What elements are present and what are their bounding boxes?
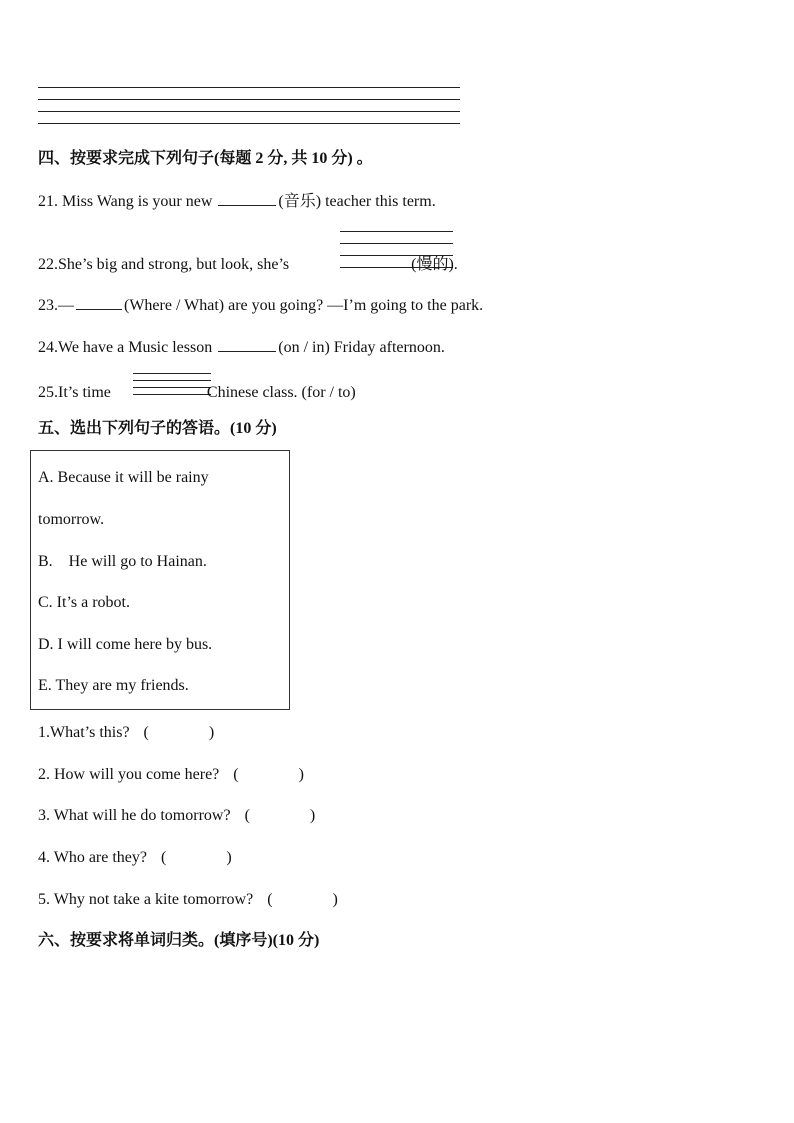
question-23 (38, 295, 483, 316)
q25-suffix: Chinese class. (for / to) (206, 384, 356, 401)
question-24 (38, 337, 445, 358)
option-a-line-2: tomorrow. (38, 511, 105, 528)
answer-paren-2[interactable]: ( ) (233, 766, 304, 783)
answer-options-box (30, 450, 290, 710)
writing-line-1 (38, 87, 460, 88)
match-question-3 (38, 806, 315, 826)
q24-suffix: (on / in) Friday afternoon. (278, 339, 445, 356)
q23-answer-blank[interactable] (76, 295, 122, 310)
option-b: B. He will go to Hainan. (38, 553, 207, 570)
match-question-2-text: 2. How will you come here? (38, 766, 220, 783)
writing-line-3 (38, 111, 460, 112)
match-question-1-text: 1.What’s this? (38, 724, 130, 741)
section-5-heading: 五、选出下列句子的答语。(10 分) (38, 420, 277, 437)
question-25 (38, 383, 356, 403)
option-d: D. I will come here by bus. (38, 636, 213, 653)
option-c: C. It’s a robot. (38, 594, 130, 611)
q22-suffix: (慢的). (411, 256, 458, 273)
q25-stack-line-1 (133, 373, 211, 374)
q22-stack-line-2 (340, 243, 453, 244)
question-21 (38, 191, 436, 212)
writing-line-4 (38, 123, 460, 124)
q22-stack-line-1 (340, 231, 453, 232)
q23-prefix: 23.— (38, 297, 74, 314)
q24-prefix: 24.We have a Music lesson (38, 339, 213, 356)
match-question-1 (38, 723, 214, 743)
answer-paren-1[interactable]: ( ) (143, 724, 215, 741)
answer-paren-4[interactable]: ( ) (161, 849, 232, 866)
option-e: E. They are my friends. (38, 677, 189, 694)
answer-paren-5[interactable]: ( ) (267, 891, 338, 908)
match-question-4-text: 4. Who are they? (38, 849, 147, 866)
option-a-line-1: A. Because it will be rainy (38, 469, 209, 486)
question-22 (38, 255, 458, 275)
answer-paren-3[interactable]: ( ) (244, 807, 316, 824)
q25-prefix: 25.It’s time (38, 384, 111, 401)
q21-answer-blank[interactable] (218, 191, 276, 206)
writing-line-2 (38, 99, 460, 100)
q23-suffix: (Where / What) are you going? —I’m going to the park. (124, 297, 484, 314)
section-6-heading: 六、按要求将单词归类。(填序号)(10 分) (38, 932, 320, 949)
q22-prefix: 22.She’s big and strong, but look, she’s (38, 256, 290, 273)
match-question-4 (38, 848, 232, 868)
q21-prefix: 21. Miss Wang is your new (38, 193, 213, 210)
match-question-5-text: 5. Why not take a kite tomorrow? (38, 891, 254, 908)
q21-suffix: (音乐) teacher this term. (278, 193, 436, 210)
match-question-2 (38, 765, 304, 785)
q24-answer-blank[interactable] (218, 337, 276, 352)
match-question-3-text: 3. What will he do tomorrow? (38, 807, 231, 824)
section-4-heading: 四、按要求完成下列句子(每题 2 分, 共 10 分) 。 (38, 150, 373, 167)
match-question-5 (38, 890, 338, 910)
q25-stack-line-2 (133, 380, 211, 381)
